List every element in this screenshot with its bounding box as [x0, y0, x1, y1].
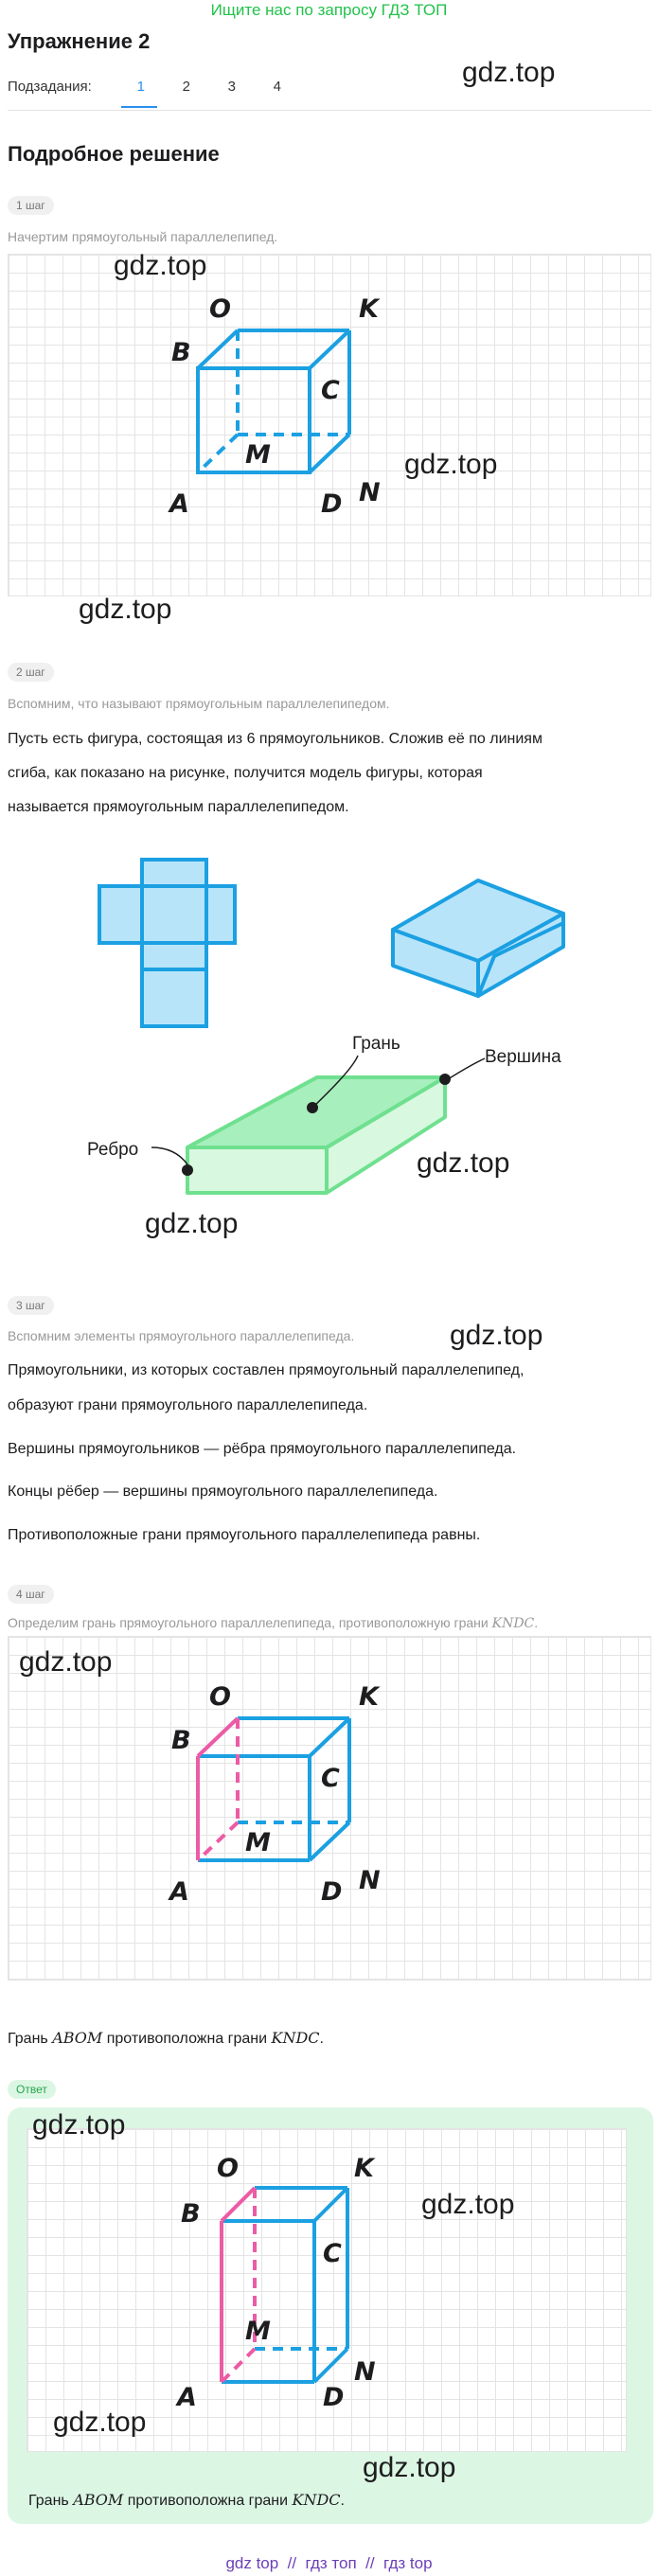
label-C: C [323, 2239, 342, 2268]
step-badge: 2 шаг [8, 663, 54, 682]
label-D: D [323, 2383, 345, 2412]
watermark: gdz.top [417, 1147, 510, 1179]
explanation-line: образуют грани прямоугольного параллелепипеда. [8, 1397, 368, 1413]
face-name: KNDC [271, 2029, 320, 2047]
label-A: A [169, 1877, 189, 1907]
result-text: Грань [28, 2493, 74, 2509]
tab-subtask-2[interactable]: 2 [182, 79, 190, 95]
net-and-box-figure [0, 843, 658, 1259]
watermark: gdz.top [32, 2109, 126, 2141]
footer-links[interactable]: gdz top // гдз топ // гдз top [225, 2554, 433, 2572]
explanation-line: называется прямоугольным параллелепипедом. [8, 799, 349, 815]
label-N: N [359, 478, 381, 507]
label-K: K [359, 1682, 379, 1712]
label-M: M [245, 1828, 271, 1857]
explanation-line: Вершины прямоугольников — рёбра прямоугольного параллелепипеда. [8, 1441, 517, 1457]
cuboid-net [99, 860, 235, 1026]
grid-figure [8, 1636, 651, 1981]
face-marker [307, 1102, 318, 1113]
grid-figure [8, 254, 651, 596]
label-B: B [181, 2199, 201, 2229]
caption-text: Определим грань прямоугольного параллелепипеда, противоположную грани [8, 1615, 492, 1630]
result-text: противоположна грани [123, 2493, 293, 2509]
watermark: gdz.top [363, 2452, 456, 2483]
answer-badge: Ответ [8, 2080, 56, 2099]
explanation-line: Пусть есть фигура, состоящая из 6 прямоугольников. Сложив её по линиям [8, 731, 542, 747]
page-title: Упражнение 2 [8, 29, 151, 53]
label-K: K [359, 294, 379, 324]
grid-figure [27, 2128, 627, 2452]
step-caption [8, 1615, 538, 1631]
edge-label: Ребро [87, 1140, 139, 1160]
result-text: . [340, 2493, 345, 2509]
subtasks-label: Подзадания: [8, 79, 92, 95]
label-M: M [245, 2317, 271, 2346]
caption-suffix: . [534, 1615, 539, 1630]
cuboid-diagram [9, 255, 652, 597]
watermark: gdz.top [404, 449, 498, 480]
watermark: gdz.top [53, 2407, 147, 2438]
subtasks-nav [8, 79, 300, 95]
label-A: A [177, 2383, 197, 2412]
watermark: gdz.top [114, 250, 207, 281]
solution-heading: Подробное решение [8, 142, 220, 166]
explanation-line: сгиба, как показано на рисунке, получится модель фигуры, которая [8, 765, 483, 781]
watermark: gdz.top [421, 2189, 515, 2220]
active-tab-indicator [121, 106, 157, 108]
step-result [8, 2020, 324, 2056]
green-cuboid [187, 1077, 445, 1193]
label-N: N [354, 2357, 376, 2387]
explanation-line: Противоположные грани прямоугольного параллелепипеда равны. [8, 1527, 481, 1543]
explanation-line: Концы рёбер — вершины прямоугольного параллелепипеда. [8, 1483, 438, 1500]
vertex-marker [439, 1074, 451, 1085]
step-badge: 4 шаг [8, 1585, 54, 1604]
label-N: N [359, 1866, 381, 1895]
step-caption: Вспомним элементы прямоугольного параллелепипеда. [8, 1328, 355, 1343]
watermark: gdz.top [145, 1208, 239, 1239]
step-badge: 3 шаг [8, 1296, 54, 1315]
label-O: O [217, 2154, 239, 2183]
cuboid-highlight-diagram [9, 1637, 652, 1981]
watermark: gdz.top [19, 1646, 113, 1678]
step-caption: Начертим прямоугольный параллелепипед. [8, 229, 278, 244]
label-C: C [321, 1764, 340, 1793]
explanation-line: Прямоугольники, из которых составлен прямоугольный параллелепипед, [8, 1362, 525, 1378]
face-name: ABOM [73, 2491, 124, 2509]
label-A: A [169, 489, 189, 519]
label-B: B [171, 338, 191, 367]
folded-box [393, 880, 563, 996]
step-badge: 1 шаг [8, 196, 54, 215]
result-text: . [319, 2031, 324, 2047]
face-name: KNDC [292, 2491, 341, 2509]
edge-marker [182, 1164, 193, 1176]
label-D: D [321, 1877, 343, 1907]
answer-result [28, 2482, 345, 2518]
result-text: противоположна грани [102, 2031, 272, 2047]
label-B: B [171, 1726, 191, 1755]
search-banner[interactable]: Ищите нас по запросу ГДЗ ТОП [210, 1, 448, 19]
tab-subtask-3[interactable]: 3 [227, 79, 236, 95]
face-label: Грань [352, 1034, 400, 1054]
tab-subtask-1[interactable]: 1 [136, 79, 145, 95]
tab-subtask-4[interactable]: 4 [273, 79, 281, 95]
answer-cuboid-diagram [27, 2129, 628, 2453]
label-O: O [209, 294, 231, 324]
label-K: K [354, 2154, 374, 2183]
watermark: gdz.top [462, 57, 556, 88]
label-D: D [321, 489, 343, 519]
step-caption: Вспомним, что называют прямоугольным параллелепипедом. [8, 696, 390, 711]
watermark: gdz.top [450, 1320, 543, 1351]
face-name: KNDC [491, 1616, 535, 1631]
watermark: gdz.top [79, 594, 172, 625]
divider [8, 110, 651, 111]
result-text: Грань [8, 2031, 53, 2047]
label-O: O [209, 1682, 231, 1712]
vertex-label: Вершина [485, 1047, 561, 1067]
face-name: ABOM [52, 2029, 103, 2047]
label-C: C [321, 376, 340, 405]
label-M: M [245, 440, 271, 470]
